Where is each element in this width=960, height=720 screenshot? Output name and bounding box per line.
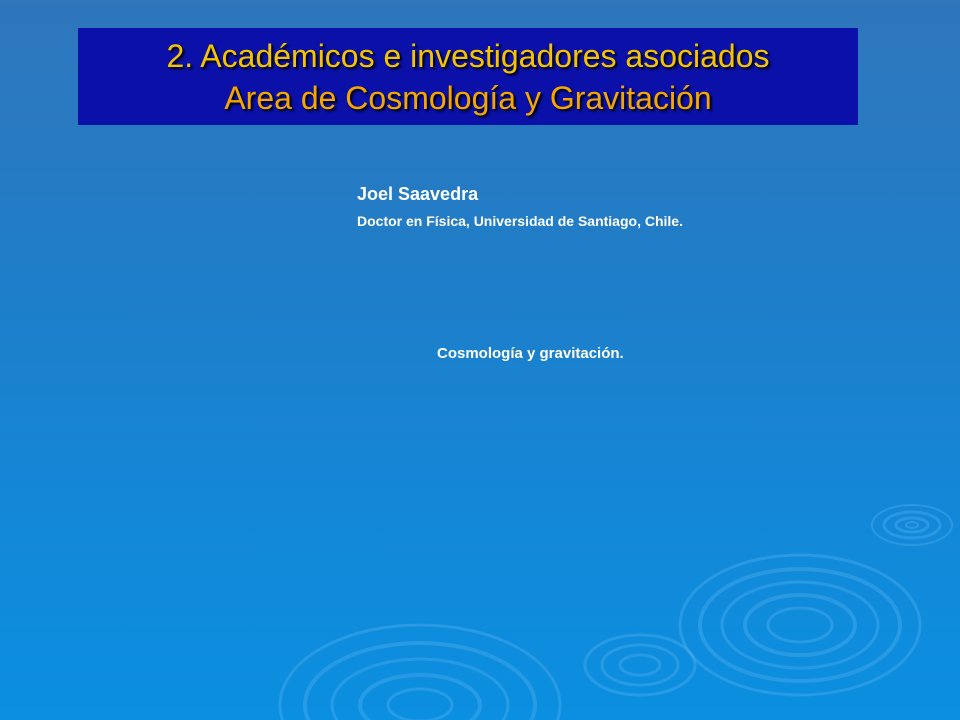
slide-subtitle: Area de Cosmología y Gravitación <box>224 80 712 116</box>
slide-title: 2. Académicos e investigadores asociados <box>166 38 770 74</box>
person-degree: Doctor en Física, Universidad de Santiago, Chile. <box>357 213 683 229</box>
person-name: Joel Saavedra <box>357 184 479 204</box>
research-area: Cosmología y gravitación. <box>437 345 624 362</box>
slide-title-box <box>78 28 858 125</box>
